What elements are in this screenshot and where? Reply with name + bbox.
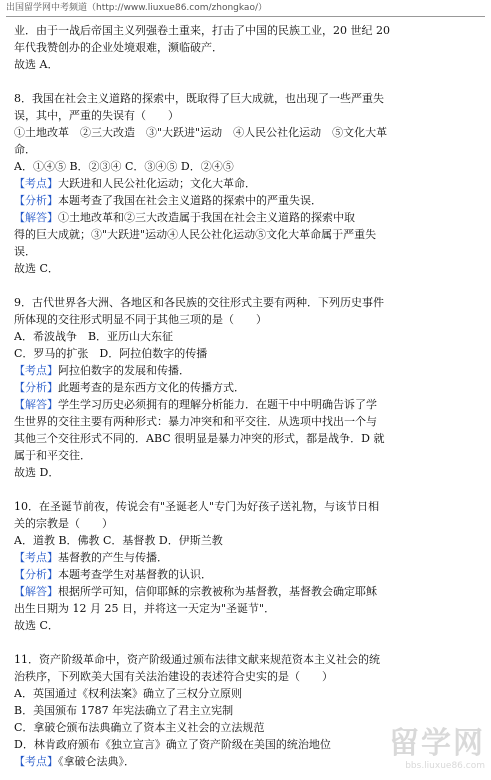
answer-annotation-line xyxy=(14,362,479,379)
watermark-logo-text: 留学网 xyxy=(389,726,485,761)
annotation-text: 学生学习历史必须拥有的理解分析能力．在题干中中明确告诉了学 xyxy=(58,398,377,411)
paragraph-spacer xyxy=(14,481,479,498)
text-line: A．希波战争 B．亚历山大东征 xyxy=(14,330,174,343)
annotation-text: 本题考查学生对基督教的认识． xyxy=(58,568,212,581)
text-line: 误． xyxy=(14,245,36,258)
annotation-tag: 【考点】 xyxy=(14,364,58,377)
answer-annotation-line xyxy=(14,549,479,566)
paragraph-spacer xyxy=(14,634,479,651)
text-line: 11．资产阶级革命中，资产阶级通过颁布法律文献来规范资本主义社会的统 xyxy=(14,653,380,666)
answer-annotation-line xyxy=(14,379,479,396)
text-line: 故选 C． xyxy=(14,262,59,275)
text-line: B．美国颁布 1787 年宪法确立了君主立宪制 xyxy=(14,704,234,717)
text-line: 故选 D． xyxy=(14,466,60,479)
text-line: 治秩序，下列欧美大国有关法治建设的表述符合史实的是（ ） xyxy=(14,670,333,683)
text-line: 10．在圣诞节前夜，传说会有"圣诞老人"专门为好孩子送礼物，与该节日相 xyxy=(14,500,380,513)
document-body xyxy=(14,22,479,770)
annotation-text: 此题考查的是东西方文化的传播方式． xyxy=(58,381,245,394)
annotation-tag: 【考点】 xyxy=(14,177,58,190)
text-line: A．英国通过《权利法案》确立了三权分立原则 xyxy=(14,687,242,700)
annotation-text: 根据所学可知，信仰耶稣的宗教被称为基督教，基督教会确定耶稣 xyxy=(58,585,377,598)
answer-annotation-line xyxy=(14,396,479,413)
answer-annotation-line xyxy=(14,175,479,192)
answer-annotation-line xyxy=(14,583,479,600)
annotation-tag: 【分析】 xyxy=(14,194,58,207)
text-line: 故选 C． xyxy=(14,619,59,632)
page-header: 出国留学网中考频道（http://www.liuxue86.com/zhongkao/） xyxy=(6,2,485,17)
annotation-text: 本题考查了我国在社会主义道路的探索中的严重失误． xyxy=(58,194,322,207)
text-line: 其他三个交往形式不同的．ABC 很明显是暴力冲突的形式，都是战争．D 就 xyxy=(14,432,385,445)
answer-annotation-line xyxy=(14,566,479,583)
text-line: 关的宗教是（ ） xyxy=(14,517,113,530)
paragraph-spacer xyxy=(14,277,479,294)
text-line: ①土地改革 ②三大改造 ③"大跃进"运动 ④人民公社化运动 ⑤文化大革 xyxy=(14,126,388,139)
text-line: 9．古代世界各大洲、各地区和各民族的交往形式主要有两种．下列历史事件 xyxy=(14,296,384,309)
annotation-text: 基督教的产生与传播． xyxy=(58,551,168,564)
answer-annotation-line xyxy=(14,209,479,226)
text-line: A．①④⑤ B．②③④ C．③④⑤ D．②④⑤ xyxy=(14,160,234,173)
answer-annotation-line xyxy=(14,753,479,770)
text-line: A．道教 B．佛教 C．基督教 D．伊斯兰教 xyxy=(14,534,223,547)
annotation-text: 大跃进和人民公社化运动；文化大革命． xyxy=(58,177,256,190)
watermark-url: bbs.liuxue86.com xyxy=(405,761,485,771)
text-line: 得的巨大成就；③"大跃进"运动④人民公社化运动⑤文化大革命属于严重失 xyxy=(14,228,377,241)
text-line: 出生日期为 12 月 25 日，并将这一天定为"圣诞节"． xyxy=(14,602,276,615)
text-line: 故选 A． xyxy=(14,58,59,71)
text-line: C．罗马的扩张 D．阿拉伯数字的传播 xyxy=(14,347,208,360)
annotation-tag: 【解答】 xyxy=(14,211,58,224)
text-line: D．林肯政府颁布《独立宣言》确立了资产阶级在美国的统治地位 xyxy=(14,738,331,751)
text-line: 年代我赞创办的企业处境艰难，濒临破产． xyxy=(14,41,223,54)
text-line: 属于和平交往． xyxy=(14,449,91,462)
text-line: 8．我国在社会主义道路的探索中，既取得了巨大成就，也出现了一些严重失 xyxy=(14,92,384,105)
annotation-tag: 【考点】 xyxy=(14,755,58,768)
text-line: 误，其中，严重的失误有（ ） xyxy=(14,109,179,122)
paragraph-spacer xyxy=(14,73,479,90)
annotation-tag: 【分析】 xyxy=(14,381,58,394)
text-line: 生世界的交往主要有两种形式：暴力冲突和和平交往．从选项中找出一个与 xyxy=(14,415,377,428)
annotation-tag: 【解答】 xyxy=(14,585,58,598)
annotation-tag: 【解答】 xyxy=(14,398,58,411)
text-line: C．拿破仑颁布法典确立了资本主义社会的立法规范 xyxy=(14,721,265,734)
text-line: 所体现的交往形式明显不同于其他三项的是（ ） xyxy=(14,313,267,326)
annotation-text: 阿拉伯数字的发展和传播． xyxy=(58,364,190,377)
annotation-tag: 【分析】 xyxy=(14,568,58,581)
text-line: 命． xyxy=(14,143,36,156)
annotation-tag: 【考点】 xyxy=(14,551,58,564)
answer-annotation-line xyxy=(14,192,479,209)
annotation-text: ①土地改革和②三大改造属于我国在社会主义道路的探索中取 xyxy=(58,211,355,224)
text-line: 业．由于一战后帝国主义列强卷土重来，打击了中国的民族工业，20 世纪 20 xyxy=(14,24,390,37)
annotation-text: 《拿破仑法典》． xyxy=(58,755,135,768)
